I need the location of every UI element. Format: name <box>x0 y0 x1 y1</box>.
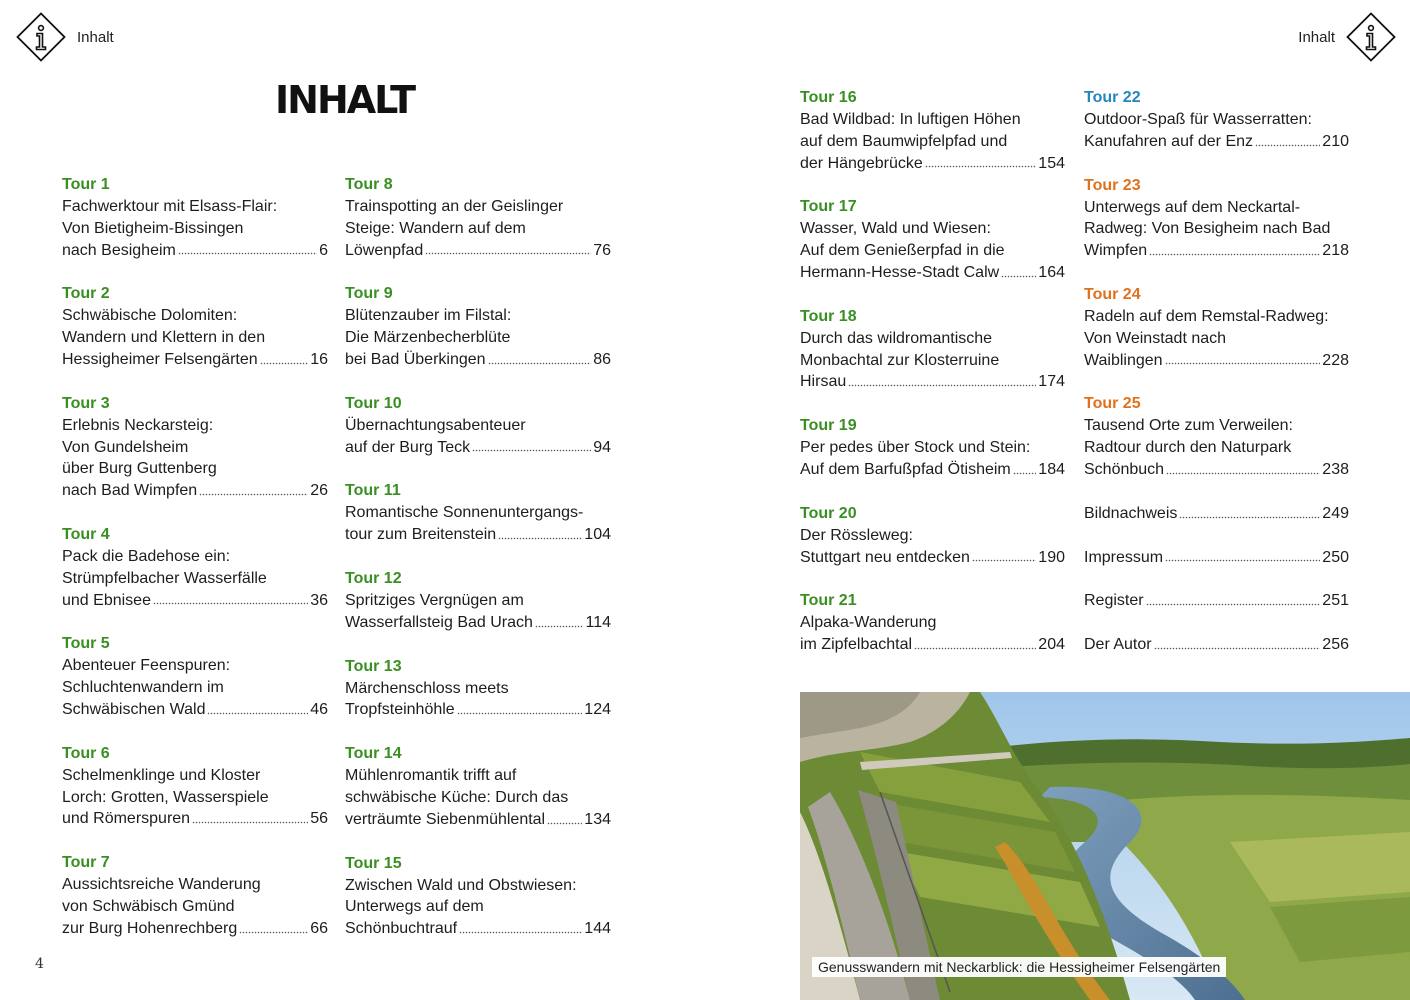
entry-title-line: Schwäbische Dolomiten: <box>62 307 238 325</box>
page-ref: 228 <box>1322 351 1349 369</box>
toc-entry <box>62 852 328 939</box>
tour-label: Tour 8 <box>345 176 393 193</box>
entry-title-line: Die Märzenbecherblüte <box>345 329 511 347</box>
toc-entry <box>62 174 328 261</box>
tour-label: Tour 14 <box>345 745 402 763</box>
toc-entry-last-line <box>800 459 1065 481</box>
toc-column-2 <box>345 174 611 962</box>
tour-label: Tour 11 <box>345 482 401 500</box>
tour-label: Tour 7 <box>62 854 110 872</box>
page-ref: 16 <box>310 350 328 368</box>
tour-label: Tour 3 <box>62 394 110 412</box>
entry-title-line: Mühlenromantik trifft auf <box>345 767 517 785</box>
toc-entry-last-line <box>62 240 328 262</box>
toc-entry-last-line <box>345 349 611 371</box>
toc-entry <box>345 568 611 634</box>
dot-leader <box>459 930 582 935</box>
entry-title-line: Radtour durch den Naturpark <box>1084 439 1292 457</box>
dot-leader <box>1165 558 1320 563</box>
entry-title-text: Bildnachweis <box>1084 504 1178 522</box>
entry-title-text: tour zum Breitenstein <box>345 526 497 544</box>
toc-entry <box>345 743 611 830</box>
toc-entry-last-line <box>345 699 611 721</box>
toc-entry-last-line <box>62 918 328 940</box>
dot-leader <box>192 820 308 825</box>
dot-leader <box>472 448 591 453</box>
toc-entry <box>1084 503 1349 525</box>
dot-leader <box>457 711 583 716</box>
entry-title-text: Schwäbischen Wald <box>62 700 206 718</box>
entry-title-line: Radweg: Von Besigheim nach Bad <box>1084 220 1331 238</box>
page-ref: 249 <box>1322 504 1349 522</box>
dot-leader <box>1146 602 1321 607</box>
entry-title-line: Per pedes über Stock und Stein: <box>800 439 1031 457</box>
toc-column-3 <box>800 87 1065 678</box>
page-ref: 66 <box>310 919 328 937</box>
entry-title-text: und Römerspuren <box>62 810 191 828</box>
page-ref: 250 <box>1322 548 1349 566</box>
dot-leader <box>153 601 308 606</box>
dot-leader <box>178 251 317 256</box>
neckar-vineyard-photo <box>800 692 1410 1000</box>
page-number: 4 <box>35 956 44 972</box>
dot-leader <box>199 492 308 497</box>
dot-leader <box>207 711 308 716</box>
header-right <box>1298 12 1396 62</box>
toc-entry-last-line <box>800 547 1065 569</box>
toc-entry <box>345 174 611 261</box>
entry-title-line: Übernachtungsabenteuer <box>345 416 526 434</box>
info-diamond-icon <box>16 12 66 62</box>
page-ref: 56 <box>310 810 328 828</box>
dot-leader <box>260 361 309 366</box>
tour-label: Tour 16 <box>800 89 857 106</box>
entry-title-line: Blütenzauber im Filstal: <box>345 307 512 325</box>
entry-title-text: der Hängebrücke <box>800 154 923 172</box>
page-ref: 124 <box>584 701 611 719</box>
tour-label: Tour 9 <box>345 285 393 303</box>
page-ref: 134 <box>584 810 611 828</box>
running-head-left: Inhalt <box>77 28 114 46</box>
entry-title-text: zur Burg Hohenrechberg <box>62 919 238 937</box>
toc-entry-last-line <box>1084 590 1349 612</box>
toc-entry-last-line <box>345 437 611 459</box>
toc-entry-last-line <box>1084 634 1349 656</box>
page-ref: 26 <box>310 482 328 500</box>
page-ref: 204 <box>1038 636 1065 654</box>
page-ref: 6 <box>319 241 328 259</box>
entry-title-text: nach Besigheim <box>62 241 176 259</box>
header-left <box>16 12 114 62</box>
tour-label: Tour 13 <box>345 657 402 675</box>
tour-label: Tour 12 <box>345 569 402 587</box>
tour-label: Tour 15 <box>345 854 402 872</box>
toc-entry-last-line <box>800 153 1065 175</box>
dot-leader <box>1001 274 1036 279</box>
entry-title-line: schwäbische Küche: Durch das <box>345 788 569 806</box>
entry-title-text: Tropfsteinhöhle <box>345 701 455 719</box>
tour-label: Tour 2 <box>62 285 110 303</box>
entry-title-line: Wasser, Wald und Wiesen: <box>800 220 991 238</box>
page-ref: 218 <box>1322 242 1349 260</box>
entry-title-text: und Ebnisee <box>62 591 151 609</box>
toc-entry <box>62 633 328 720</box>
toc-entry <box>800 196 1065 283</box>
entry-title-line: Outdoor-Spaß für Wasserratten: <box>1084 111 1312 128</box>
toc-entry-last-line <box>62 590 328 612</box>
entry-title-line: über Burg Guttenberg <box>62 460 217 478</box>
entry-title-line: Erlebnis Neckarsteig: <box>62 416 214 434</box>
entry-title-line: von Schwäbisch Gmünd <box>62 897 235 915</box>
tour-label: Tour 1 <box>62 176 110 193</box>
toc-entry-last-line <box>1084 459 1349 481</box>
toc-entry-last-line <box>345 240 611 262</box>
toc-entry <box>1084 284 1349 371</box>
tour-label: Tour 21 <box>800 592 857 610</box>
toc-entry <box>345 283 611 370</box>
page-title: INHALT <box>275 78 414 122</box>
toc-entry <box>1084 590 1349 612</box>
toc-entry <box>345 853 611 940</box>
entry-title-text: Impressum <box>1084 548 1164 566</box>
entry-title-text: Wasserfallsteig Bad Urach <box>345 613 533 631</box>
entry-title-line: Durch das wildromantische <box>800 329 993 347</box>
entry-title-text: auf der Burg Teck <box>345 438 471 456</box>
entry-title-line: Fachwerktour mit Elsass-Flair: <box>62 198 278 215</box>
dot-leader <box>239 930 308 935</box>
dot-leader <box>972 558 1036 563</box>
toc-entry <box>1084 87 1349 153</box>
entry-title-text: bei Bad Überkingen <box>345 350 486 368</box>
page-ref: 184 <box>1038 460 1065 478</box>
toc-entry-last-line <box>345 809 611 831</box>
dot-leader <box>498 536 582 541</box>
page-ref: 164 <box>1038 263 1065 281</box>
page-ref: 76 <box>593 241 611 259</box>
tour-label: Tour 5 <box>62 635 110 653</box>
entry-title-line: Der Rössleweg: <box>800 526 913 544</box>
dot-leader <box>1255 143 1320 148</box>
toc-entry <box>800 503 1065 569</box>
entry-title-text: Wimpfen <box>1084 242 1148 260</box>
toc-column-1 <box>62 174 328 962</box>
tour-label: Tour 18 <box>800 307 857 325</box>
entry-title-line: Von Weinstadt nach <box>1084 329 1227 347</box>
page-ref: 114 <box>585 613 611 631</box>
page-ref: 154 <box>1038 154 1065 172</box>
toc-entry <box>62 283 328 370</box>
entry-title-line: Abenteuer Feenspuren: <box>62 657 231 675</box>
dot-leader <box>1165 361 1321 366</box>
entry-title-line: Wandern und Klettern in den <box>62 329 266 347</box>
dot-leader <box>1149 252 1320 257</box>
toc-entry-last-line <box>1084 503 1349 525</box>
entry-title-text: Der Autor <box>1084 636 1152 654</box>
entry-title-text: verträumte Siebenmühlental <box>345 810 546 828</box>
toc-entry-last-line <box>800 262 1065 284</box>
toc-entry <box>800 590 1065 656</box>
dot-leader <box>1166 471 1320 476</box>
entry-title-text: Waiblingen <box>1084 351 1163 369</box>
dot-leader <box>425 251 591 256</box>
page-ref: 251 <box>1322 592 1349 610</box>
entry-title-text: nach Bad Wimpfen <box>62 482 198 500</box>
tour-label: Tour 10 <box>345 394 402 412</box>
page-ref: 210 <box>1322 132 1349 150</box>
toc-entry <box>345 393 611 459</box>
page-ref: 190 <box>1038 548 1065 566</box>
entry-title-text: Auf dem Barfußpfad Ötisheim <box>800 460 1011 478</box>
toc-entry <box>345 480 611 546</box>
toc-entry-last-line <box>345 918 611 940</box>
entry-title-line: Von Bietigheim-Bissingen <box>62 219 244 237</box>
entry-title-line: Aussichtsreiche Wanderung <box>62 876 261 894</box>
dot-leader <box>914 646 1036 651</box>
toc-entry-last-line <box>1084 240 1349 262</box>
entry-title-text: Schönbuchtrauf <box>345 920 458 938</box>
dot-leader <box>488 361 592 366</box>
toc-entry <box>1084 547 1349 569</box>
page-ref: 238 <box>1322 460 1349 478</box>
tour-label: Tour 22 <box>1084 89 1141 106</box>
entry-title-line: Schelmenklinge und Kloster <box>62 766 261 784</box>
toc-entry-last-line <box>800 634 1065 656</box>
info-diamond-icon <box>1346 12 1396 62</box>
entry-title-line: Romantische Sonnenuntergangs- <box>345 504 584 522</box>
toc-entry <box>1084 175 1349 262</box>
entry-title-line: Auf dem Genießerpfad in die <box>800 242 1005 260</box>
toc-entry <box>62 524 328 611</box>
page-ref: 46 <box>310 700 328 718</box>
entry-title-line: Steige: Wandern auf dem <box>345 219 526 237</box>
toc-entry-last-line <box>345 612 611 634</box>
page-ref: 94 <box>593 438 611 456</box>
toc-entry-last-line <box>1084 350 1349 372</box>
page-ref: 144 <box>584 920 611 938</box>
tour-label: Tour 17 <box>800 198 857 216</box>
dot-leader <box>1179 515 1320 520</box>
entry-title-line: Tausend Orte zum Verweilen: <box>1084 417 1293 435</box>
entry-title-line: Unterwegs auf dem <box>345 898 484 916</box>
entry-title-line: Spritziges Vergnügen am <box>345 591 524 609</box>
entry-title-line: Strümpfelbacher Wasserfälle <box>62 569 267 587</box>
entry-title-text: Kanufahren auf der Enz <box>1084 132 1254 150</box>
entry-title-text: Löwenpfad <box>345 241 424 259</box>
running-head-right: Inhalt <box>1298 28 1335 46</box>
toc-entry <box>345 656 611 722</box>
page-ref: 36 <box>310 591 328 609</box>
page-ref: 104 <box>584 526 611 544</box>
entry-title-text: Hermann-Hesse-Stadt Calw <box>800 263 1000 281</box>
tour-label: Tour 24 <box>1084 285 1141 303</box>
entry-title-line: Märchenschloss meets <box>345 679 509 697</box>
dot-leader <box>1154 646 1321 651</box>
toc-entry <box>800 415 1065 481</box>
dot-leader <box>1013 471 1037 476</box>
entry-title-line: Trainspotting an der Geislinger <box>345 198 564 215</box>
toc-entry-last-line <box>62 699 328 721</box>
page-ref: 174 <box>1038 373 1065 391</box>
page-ref: 86 <box>593 350 611 368</box>
toc-entry-last-line <box>800 371 1065 393</box>
tour-label: Tour 25 <box>1084 395 1141 413</box>
tour-label: Tour 4 <box>62 525 110 543</box>
toc-entry <box>62 743 328 830</box>
dot-leader <box>848 383 1036 388</box>
toc-entry <box>800 87 1065 174</box>
entry-title-line: Pack die Badehose ein: <box>62 547 231 565</box>
entry-title-line: Schluchtenwandern im <box>62 679 224 697</box>
dot-leader <box>535 624 584 629</box>
toc-entry-last-line <box>62 349 328 371</box>
entry-title-text: im Zipfelbachtal <box>800 636 913 654</box>
entry-title-line: Lorch: Grotten, Wasserspiele <box>62 788 269 806</box>
dot-leader <box>547 821 582 826</box>
entry-title-line: auf dem Baumwipfelpfad und <box>800 132 1008 150</box>
toc-column-4 <box>1084 87 1349 678</box>
entry-title-text: Register <box>1084 592 1144 610</box>
photo-caption: Genusswandern mit Neckarblick: die Hessigheimer Felsengärten <box>812 957 1226 977</box>
entry-title-text: Stuttgart neu entdecken <box>800 548 970 566</box>
entry-title-line: Bad Wildbad: In luftigen Höhen <box>800 111 1021 128</box>
toc-entry <box>62 393 328 502</box>
toc-entry <box>800 306 1065 393</box>
toc-entry <box>1084 634 1349 656</box>
tour-label: Tour 20 <box>800 504 857 522</box>
dot-leader <box>925 164 1037 169</box>
entry-title-line: Alpaka-Wanderung <box>800 614 937 632</box>
entry-title-line: Radeln auf dem Remstal-Radweg: <box>1084 307 1329 325</box>
entry-title-line: Zwischen Wald und Obstwiesen: <box>345 876 577 894</box>
entry-title-text: Hirsau <box>800 373 847 391</box>
entry-title-text: Schönbuch <box>1084 460 1165 478</box>
toc-entry-last-line <box>62 480 328 502</box>
entry-title-line: Unterwegs auf dem Neckartal- <box>1084 198 1301 216</box>
entry-title-line: Von Gundelsheim <box>62 438 189 456</box>
page-ref: 256 <box>1322 636 1349 654</box>
entry-title-line: Monbachtal zur Klosterruine <box>800 351 1000 369</box>
toc-entry-last-line <box>1084 547 1349 569</box>
tour-label: Tour 23 <box>1084 176 1141 194</box>
toc-entry-last-line <box>1084 131 1349 153</box>
toc-entry-last-line <box>62 808 328 830</box>
tour-label: Tour 19 <box>800 417 857 435</box>
entry-title-text: Hessigheimer Felsengärten <box>62 350 258 368</box>
toc-entry-last-line <box>345 524 611 546</box>
tour-label: Tour 6 <box>62 744 110 762</box>
toc-entry <box>1084 393 1349 480</box>
